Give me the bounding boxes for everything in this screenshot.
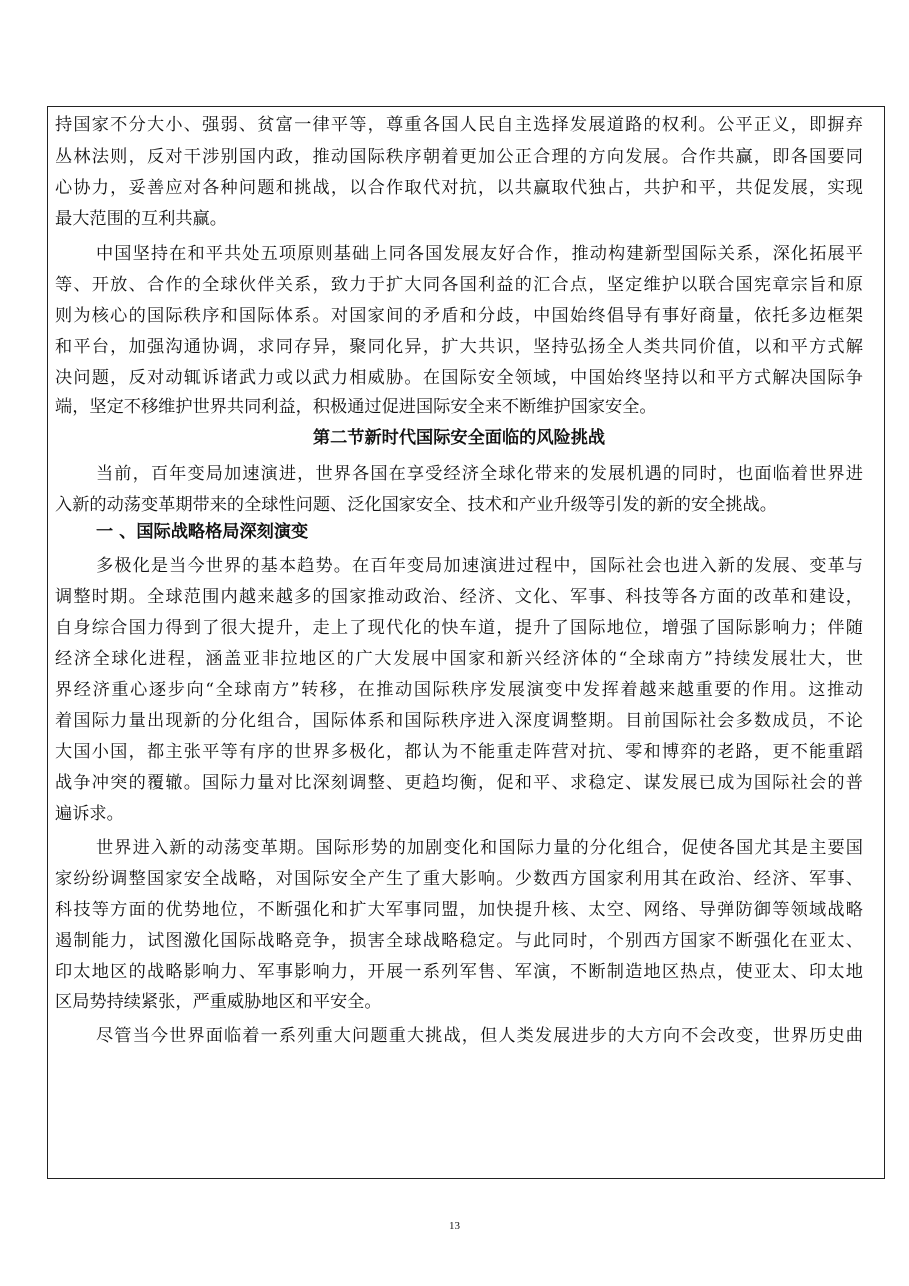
text-line: 界经济重心逐步向“全球南方”转移，在推动国际秩序发展演变中发挥着越来越重要的作用。这推动	[55, 680, 863, 700]
text-line: 印太地区的战略影响力、军事影响力，开展一系列军售、军演，不断制造地区热点，使亚太、印太地	[55, 962, 863, 982]
text-line: 科技等方面的优势地位，不断强化和扩大军事同盟，加快提升核、太空、网络、导弹防御等领域战略	[55, 900, 863, 920]
text-line: 战争冲突的覆辙。国际力量对比深刻调整、更趋均衡，促和平、求稳定、谋发展已成为国际社会的普	[55, 773, 863, 793]
text-line: 调整时期。全球范围内越来越多的国家推动政治、经济、文化、军事、科技等各方面的改革和建设，	[55, 587, 863, 607]
text-line: 心协力，妥善应对各种问题和挑战，以合作取代对抗，以共赢取代独占，共护和平，共促发展，实现	[55, 178, 863, 198]
text-line: 遏制能力，试图激化国际战略竞争，损害全球战略稳定。与此同时，个别西方国家不断强化在亚太、	[55, 931, 863, 951]
text-line: 中国坚持在和平共处五项原则基础上同各国发展友好合作，推动构建新型国际关系，深化拓展平	[96, 244, 863, 264]
text-line: 决问题，反对动辄诉诸武力或以武力相威胁。在国际安全领域，中国始终坚持以和平方式解决国际争	[55, 368, 863, 388]
text-line: 等、开放、合作的全球伙伴关系，致力于扩大同各国利益的汇合点，坚定维护以联合国宪章宗旨和原	[55, 275, 863, 295]
text-line: 最大范围的互利共赢。	[55, 209, 227, 229]
text-line: 多极化是当今世界的基本趋势。在百年变局加速演进过程中，国际社会也进入新的发展、变革与	[96, 556, 863, 576]
text-line: 则为核心的国际秩序和国际体系。对国家间的矛盾和分歧，中国始终倡导有事好商量，依托多边框架	[55, 306, 863, 326]
text-line: 大国小国，都主张平等有序的世界多极化，都认为不能重走阵营对抗、零和博弈的老路，更不能重蹈	[55, 742, 863, 762]
text-line: 当前，百年变局加速演进，世界各国在享受经济全球化带来的发展机遇的同时，也面临着世界进	[96, 464, 863, 484]
text-line: 入新的动荡变革期带来的全球性问题、泛化国家安全、技术和产业升级等引发的新的安全挑战。	[55, 495, 777, 515]
text-line: 丛林法则，反对干涉别国内政，推动国际秩序朝着更加公正合理的方向发展。合作共赢，即各国要同	[55, 147, 863, 167]
text-line: 区局势持续紧张，严重威胁地区和平安全。	[55, 992, 382, 1012]
text-line: 家纷纷调整国家安全战略，对国际安全产生了重大影响。少数西方国家利用其在政治、经济、军事、	[55, 869, 863, 889]
section-heading: 第二节新时代国际安全面临的风险挑战	[312, 428, 606, 448]
text-line: 尽管当今世界面临着一系列重大问题重大挑战，但人类发展进步的大方向不会改变，世界历史曲	[96, 1026, 863, 1046]
text-line: 着国际力量出现新的分化组合，国际体系和国际秩序进入深度调整期。目前国际社会多数成员，不论	[55, 711, 863, 731]
text-line: 世界进入新的动荡变革期。国际形势的加剧变化和国际力量的分化组合，促使各国尤其是主要国	[96, 838, 863, 858]
text-line: 经济全球化进程，涵盖亚非拉地区的广大发展中国家和新兴经济体的“全球南方”持续发展壮大，世	[55, 649, 863, 669]
text-line: 持国家不分大小、强弱、贫富一律平等，尊重各国人民自主选择发展道路的权利。公平正义，即摒弃	[55, 115, 863, 135]
text-line: 端，坚定不移维护世界共同利益，积极通过促进国际安全来不断维护国家安全。	[55, 397, 657, 417]
text-line: 自身综合国力得到了很大提升，走上了现代化的快车道，提升了国际地位，增强了国际影响力；伴随	[55, 618, 863, 638]
text-line: 和平台，加强沟通协调，求同存异，聚同化异，扩大共识，坚持弘扬全人类共同价值，以和平方式解	[55, 337, 863, 357]
subsection-heading: 一 、国际战略格局深刻演变	[96, 522, 309, 542]
text-line: 遍诉求。	[55, 804, 124, 824]
page-number: 13	[449, 1220, 460, 1232]
